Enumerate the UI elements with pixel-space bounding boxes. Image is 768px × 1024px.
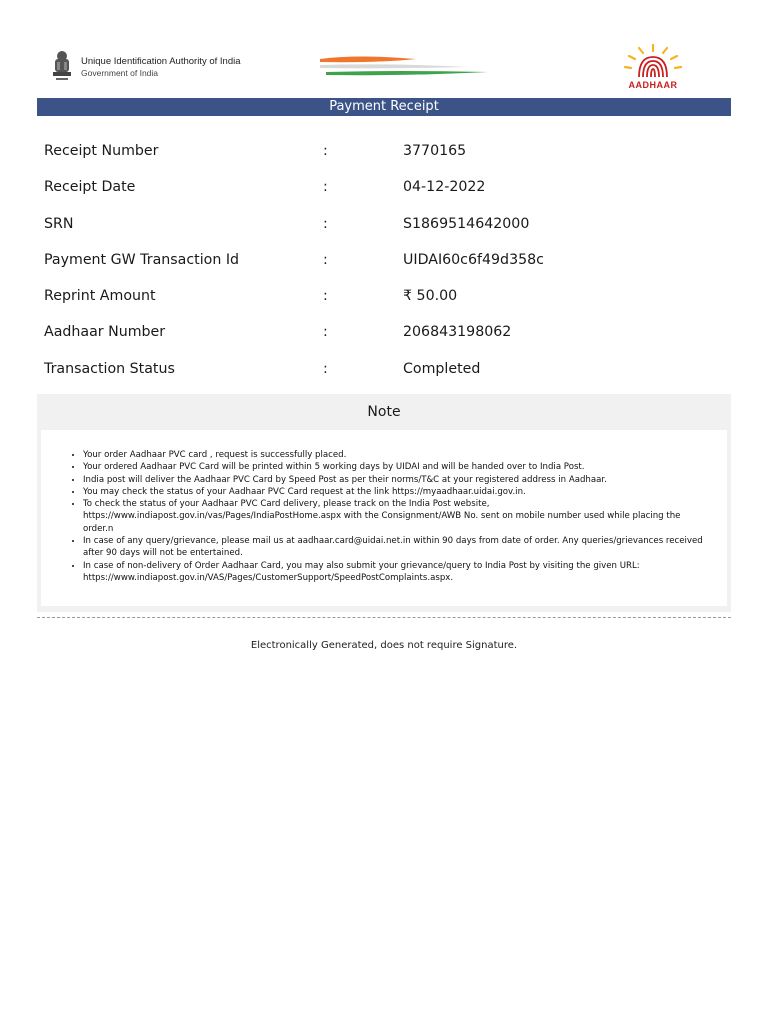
field-label: SRN bbox=[44, 215, 74, 232]
receipt-details bbox=[44, 143, 724, 397]
field-value: 3770165 bbox=[403, 143, 467, 159]
page-title: Payment Receipt bbox=[37, 98, 731, 116]
org-name-line2: Government of India bbox=[81, 68, 159, 78]
field-separator: : bbox=[323, 288, 328, 305]
list-item: • Your order Aadhaar PVC card , request is successfully placed. bbox=[83, 449, 713, 461]
field-separator: : bbox=[323, 324, 328, 341]
list-item: • In case of non-delivery of Order Aadhaar Card, you may also submit your grievance/query to India Post by visiting the given URL: https://www.indiapost.gov.in/VAS/Pages/CustomerSupport/SpeedPostComplaints.aspx. bbox=[83, 560, 713, 585]
list-item: • To check the status of your Aadhaar PVC Card delivery, please track on the India Post website, https://www.indiapost.gov.in/vas/Pages/IndiaPostHome.aspx with the Consignment/AWB No. sent on mobile number used while placing the order.n bbox=[83, 498, 713, 535]
footer-text: Electronically Generated, does not require Signature. bbox=[250, 640, 518, 651]
list-item: • In case of any query/grievance, please mail us at aadhaar.card@uidai.net.in within 90 days from date of order. Any queries/grievances received after 90 days will not be entertained. bbox=[83, 535, 713, 560]
national-emblem-icon bbox=[51, 50, 73, 84]
field-label: Reprint Amount bbox=[44, 288, 156, 305]
header bbox=[37, 40, 731, 100]
field-value: UIDAI60c6f49d358c bbox=[403, 251, 544, 268]
note-title: Note bbox=[367, 404, 401, 420]
receipt-row bbox=[44, 143, 724, 179]
note-list bbox=[41, 449, 713, 584]
field-label: Transaction Status bbox=[44, 360, 175, 377]
field-value: ₹ 50.00 bbox=[403, 288, 458, 305]
receipt-row bbox=[44, 179, 724, 215]
field-label: Receipt Number bbox=[44, 143, 159, 159]
field-separator: : bbox=[323, 179, 328, 196]
receipt-row bbox=[44, 361, 724, 397]
field-separator: : bbox=[323, 215, 328, 232]
list-item: • Your ordered Aadhaar PVC Card will be printed within 5 working days by UIDAI and will be handed over to India Post. bbox=[83, 461, 713, 473]
field-separator: : bbox=[323, 143, 328, 159]
receipt-row bbox=[44, 288, 724, 324]
field-separator: : bbox=[323, 251, 328, 268]
field-label: Aadhaar Number bbox=[44, 324, 166, 341]
field-value: 04-12-2022 bbox=[403, 179, 486, 196]
field-value: Completed bbox=[403, 360, 481, 377]
field-value: S1869514642000 bbox=[403, 215, 530, 232]
receipt-row bbox=[44, 252, 724, 288]
field-separator: : bbox=[323, 360, 328, 377]
receipt-row bbox=[44, 216, 724, 252]
note-body bbox=[41, 430, 727, 606]
list-item: • India post will deliver the Aadhaar PVC Card by Speed Post as per their norms/T&C at your registered address in Aadhaar. bbox=[83, 474, 713, 486]
field-label: Receipt Date bbox=[44, 179, 136, 196]
field-value: 206843198062 bbox=[403, 324, 512, 341]
receipt-row bbox=[44, 324, 724, 360]
org-name-line1: Unique Identification Authority of India bbox=[81, 56, 241, 67]
field-label: Payment GW Transaction Id bbox=[44, 251, 240, 268]
tricolor-strokes-icon bbox=[318, 55, 490, 79]
list-item: • You may check the status of your Aadhaar PVC Card request at the link https://myaadhaar.uidai.gov.in. bbox=[83, 486, 713, 498]
org-name bbox=[81, 56, 241, 79]
dashed-divider bbox=[37, 617, 731, 618]
note-section bbox=[37, 394, 731, 612]
aadhaar-logo-text: AADHAAR bbox=[628, 80, 678, 90]
